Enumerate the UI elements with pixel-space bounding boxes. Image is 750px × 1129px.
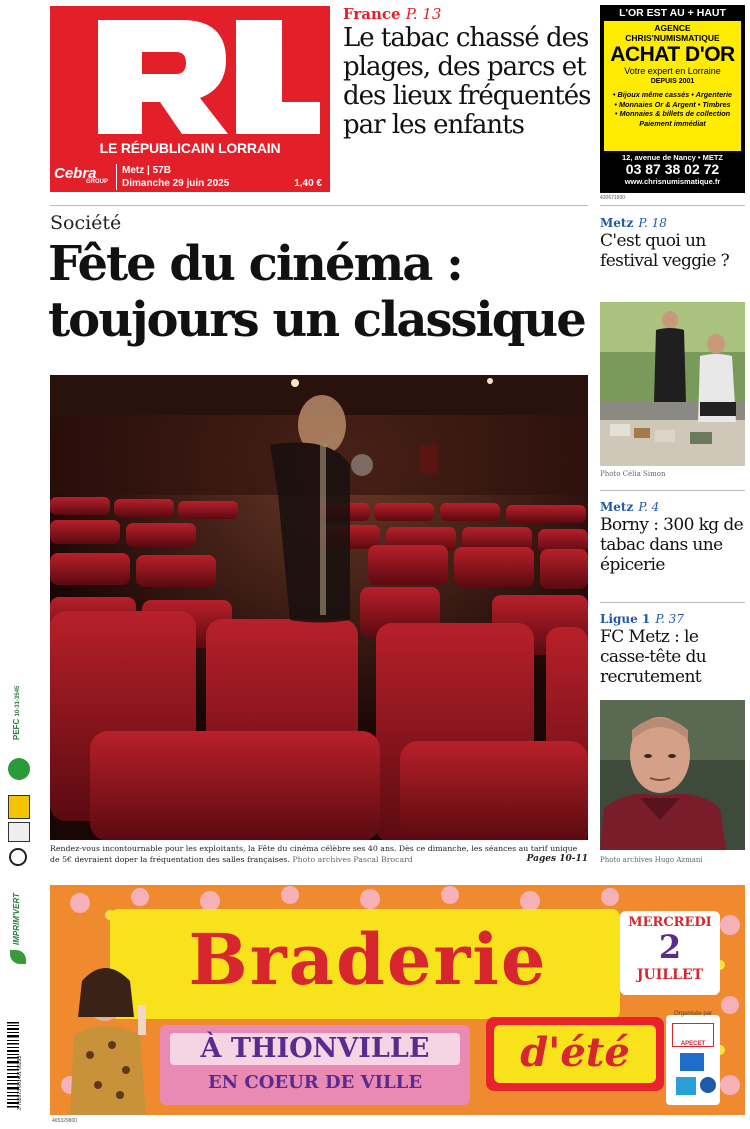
leaf-icon xyxy=(10,950,26,964)
braderie-month: JUILLET xyxy=(636,967,704,983)
braderie-where: EN COEUR DE VILLE xyxy=(207,1072,423,1093)
ad-agence: AGENCE xyxy=(654,23,691,33)
braderie-city: À THIONVILLE xyxy=(200,1033,430,1064)
ad-item: • Monnaies Or & Argent • Timbres xyxy=(614,99,731,109)
pefc-icon xyxy=(8,758,30,780)
organiser-logo-c xyxy=(700,1077,716,1093)
ad-top-right[interactable] xyxy=(600,5,745,193)
ad-url[interactable]: www.chrisnumismatique.fr xyxy=(624,177,721,186)
top-story-title[interactable]: Le tabac chassé des plages, des parcs et des lieux fréquentés par les enfants xyxy=(343,23,591,140)
side-title[interactable]: C'est quoi un festival veggie ? xyxy=(600,231,730,271)
ad-top-yellow-box xyxy=(604,21,741,151)
main-headline[interactable]: Fête du cinéma : toujours un classique xyxy=(48,236,585,348)
issue-price: 1,40 € xyxy=(294,178,322,189)
masthead-divider xyxy=(116,164,117,190)
edition-label: Metz | 57B xyxy=(122,165,171,176)
triman-icon xyxy=(9,848,27,866)
divider-line xyxy=(600,602,745,603)
ad-company: CHRIS'NUMISMATIQUE xyxy=(625,33,720,43)
side-photo-credit: Photo Célia Simon xyxy=(600,470,666,478)
braderie-title: Braderie xyxy=(188,918,548,1001)
top-story[interactable] xyxy=(343,4,593,140)
ad-headline: ACHAT D'OR xyxy=(610,43,735,66)
fc-metz-coach-photo[interactable] xyxy=(600,700,745,850)
main-photo-caption xyxy=(50,843,588,865)
apecet-logo: APECET xyxy=(672,1023,714,1047)
organiser-logo-blue xyxy=(680,1053,704,1071)
braderie-subtitle: d'été xyxy=(520,1029,630,1076)
ad-top-header: L'OR EST AU + HAUT xyxy=(619,7,726,19)
braderie-day-num: 2 xyxy=(658,928,682,966)
top-story-kicker: France P. 13 xyxy=(343,5,442,23)
main-story-pages[interactable]: Pages 10-11 xyxy=(526,854,588,864)
ad-item: • Bijoux même cassés • Argenterie xyxy=(612,90,733,99)
imprim-vert-label: IMPRIM'VERT xyxy=(12,893,21,945)
ad-phone[interactable]: 03 87 38 02 72 xyxy=(625,161,720,177)
braderie-organised: Organisée par xyxy=(673,1011,713,1017)
barcode-number: 3 782073 601401 06293 xyxy=(17,1055,23,1110)
ad-bottom-ref: 465329800 xyxy=(52,1118,78,1124)
ad-item: Paiement immédiat xyxy=(639,118,706,128)
festival-illustration xyxy=(600,302,745,466)
ad-items xyxy=(604,90,741,128)
veggie-festival-photo[interactable] xyxy=(600,302,745,466)
organiser-logo-city xyxy=(676,1077,696,1095)
side-kicker: Ligue 1 P. 37 xyxy=(600,612,684,626)
side-story-fc-metz[interactable] xyxy=(600,608,745,687)
main-photo-cinema[interactable] xyxy=(50,375,588,840)
side-story-veggie[interactable] xyxy=(600,212,745,271)
divider-line xyxy=(50,205,588,206)
ad-address: 12, avenue de Nancy • METZ xyxy=(622,153,723,162)
logo-rl-letters xyxy=(50,6,330,136)
side-kicker: Metz P. 4 xyxy=(600,500,660,514)
masthead-logo[interactable] xyxy=(50,6,330,192)
side-title[interactable]: FC Metz : le casse-tête du recrutement xyxy=(600,627,707,687)
issue-date: Dimanche 29 juin 2025 xyxy=(122,178,230,189)
cinema-seats-illustration xyxy=(50,375,588,840)
side-title[interactable]: Borny : 300 kg de tabac dans une épicerie xyxy=(600,515,744,575)
newspaper-name: LE RÉPUBLICAIN LORRAIN xyxy=(99,140,281,156)
ad-item: • Monnaies & billets de collection xyxy=(614,109,731,118)
ad-tagline: Votre expert en Lorraine xyxy=(624,66,721,76)
side-story-borny[interactable] xyxy=(600,496,745,575)
caption-text: Rendez-vous incontournable pour les exploitants, la Fête du cinéma célèbre ses 40 ans. Dès ce dimanche, les séances au tarif unique de 5€ devraient doper la fréquentation des salles françaises. xyxy=(50,844,578,864)
pefc-label: PEFC 10-31-3545 xyxy=(12,685,21,740)
paper-icon xyxy=(8,822,30,842)
side-photo-credit: Photo archives Hugo Azmani xyxy=(600,856,703,864)
side-kicker: Metz P. 18 xyxy=(600,216,667,230)
ad-braderie[interactable] xyxy=(50,885,745,1115)
recycling-icon xyxy=(8,795,30,819)
main-kicker: Société xyxy=(50,212,122,234)
coach-illustration xyxy=(600,700,745,850)
ad-top-ref: 430671600 xyxy=(600,195,626,201)
sponsor-logo: Cebra GROUP xyxy=(54,165,109,185)
braderie-day: MERCREDI xyxy=(628,915,712,930)
divider-line xyxy=(600,490,745,491)
ad-since: DEPUIS 2001 xyxy=(650,78,695,85)
masthead-info-bar xyxy=(50,161,330,192)
caption-credit: Photo archives Pascal Brocard xyxy=(292,855,413,864)
divider-line xyxy=(600,205,745,206)
